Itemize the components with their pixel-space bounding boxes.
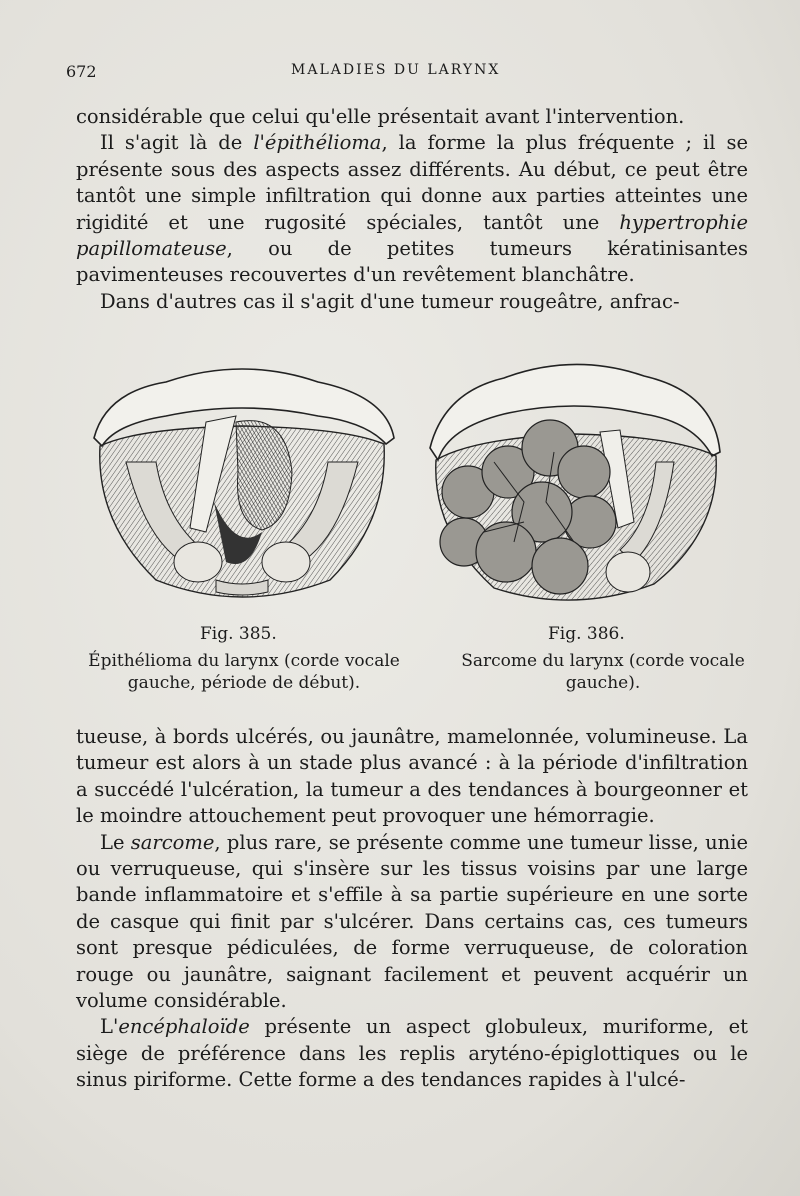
larynx-epithelioma-drawing xyxy=(86,352,398,620)
text-run: présente un aspect globuleux, muriforme, et siège de préférence dans les replis aryténo-épiglottiques ou le sinus piriforme. Cette forme a des tendances rapides à l'ulcé- xyxy=(76,1015,748,1092)
text-run: , la forme la plus fréquente ; il se présente sous des aspects assez différents. Au début, ce peut être tantôt une simple infiltration qui donne aux parties atteintes une rigidité et une rugosité spéciales, tantôt une xyxy=(76,131,748,234)
italic-term: encéphaloïde xyxy=(118,1015,250,1039)
italic-term: sarcome xyxy=(130,830,215,854)
paragraph xyxy=(76,104,748,130)
figure-385-label: Fig. 385. xyxy=(200,624,277,644)
running-title: MALADIES DU LARYNX xyxy=(291,62,501,78)
text-run: Le xyxy=(100,830,131,854)
figure-385-caption: Épithélioma du larynx (corde vocale gauche, période de début). xyxy=(88,651,400,693)
italic-term: hypertrophie papillomateuse xyxy=(76,210,748,261)
paragraph xyxy=(76,1014,748,1093)
paragraph xyxy=(76,289,748,315)
text-run: , ou de petites tumeurs kératinisantes pavimenteuses recouvertes d'un revêtement blanchâtre. xyxy=(76,237,748,287)
text-run: Dans d'autres cas il s'agit d'une tumeur rougeâtre, anfrac- xyxy=(100,289,680,313)
text-run: tueuse, à bords ulcérés, ou jaunâtre, mamelonnée, volumineuse. La tumeur est alors à un stade plus avancé : à la période d'infiltration a succédé l'ulcération, la tumeur a des tendances à bourgeonner et le moindre attouchement peut provoquer une hémorragie. xyxy=(76,725,748,828)
page-header xyxy=(66,58,730,82)
text-run: L' xyxy=(100,1015,119,1039)
text-block-top xyxy=(76,104,748,315)
figure-386-label: Fig. 386. xyxy=(548,624,625,644)
text-run: , plus rare, se présente comme une tumeur lisse, unie ou verruqueuse, qui s'insère sur les tissus voisins par une large bande inflammatoire et s'effile à sa partie supérieure en une sorte de casque qui finit par s'ulcérer. Dans certains cas, ces tumeurs sont presque pédiculées, de forme verruqueuse, de coloration rouge ou jaunâtre, saignant facilement et peuvent acquérir un volume considérable. xyxy=(76,830,748,1013)
text-run: considérable que celui qu'elle présentait avant l'intervention. xyxy=(76,105,685,128)
larynx-sarcoma-drawing xyxy=(424,352,724,620)
italic-term: l'épithélioma xyxy=(253,131,382,155)
figure-386-illustration xyxy=(424,352,724,620)
text-block-bottom xyxy=(76,724,748,1094)
figure-386-caption: Sarcome du larynx (corde vocale gauche). xyxy=(461,651,745,693)
paragraph xyxy=(76,830,748,1015)
page-number: 672 xyxy=(66,62,97,81)
text-run: Il s'agit là de xyxy=(100,131,254,155)
paragraph xyxy=(76,130,748,288)
paragraph xyxy=(76,724,748,830)
figure-385-illustration xyxy=(86,352,398,620)
